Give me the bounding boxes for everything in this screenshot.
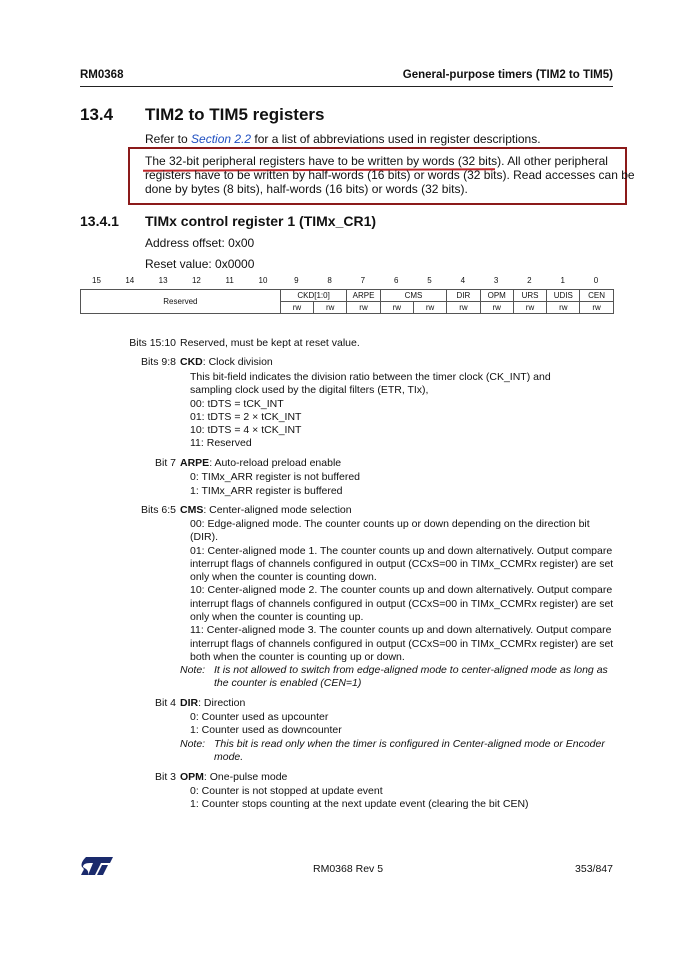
access-cell: rw [413, 302, 446, 314]
cms-note-2: the counter is enabled (CEN=1) [214, 677, 362, 689]
field-dir: DIR [447, 290, 480, 302]
opm-heading [180, 771, 287, 785]
bit-number: 10 [258, 276, 268, 285]
ckd-value-01: 01: tDTS = 2 × tCK_INT [190, 411, 302, 423]
header-doc-id: RM0368 [80, 69, 124, 81]
intro-line [145, 132, 541, 147]
field-udis: UDIS [547, 290, 580, 302]
bit-number: 5 [427, 276, 432, 285]
st-logo-icon [80, 855, 114, 877]
field-opm: OPM [480, 290, 513, 302]
bit3-label: Bit 3 [154, 771, 176, 783]
intro-para-line1 [145, 154, 608, 169]
field-urs: URS [513, 290, 546, 302]
dir-note-1: This bit is read only when the timer is configured in Center-aligned mode or Encoder [214, 738, 605, 750]
bit-number: 8 [327, 276, 332, 285]
dir-value-0: 0: Counter used as upcounter [190, 711, 329, 723]
field-arpe: ARPE [347, 290, 380, 302]
bit-number: 13 [158, 276, 168, 285]
cms-desc-4: interrupt flags of channels configured in output (CCxS=00 in TIMx_CCMRx register) are set [190, 558, 614, 570]
bit-number: 4 [460, 276, 466, 285]
reserved-cell: Reserved [81, 290, 281, 314]
bits15-10-label: Bits 15:10 [129, 337, 176, 349]
footer-page-number: 353/847 [575, 863, 613, 875]
bit-number: 11 [225, 276, 234, 285]
access-cell: rw [480, 302, 513, 314]
arpe-value-1: 1: TIMx_ARR register is buffered [190, 485, 343, 497]
cms-desc-5: only when the counter is counting down. [190, 571, 377, 583]
intro-para-line1-rest: All other peripheral [504, 154, 608, 168]
cms-desc-8: only when the counter is counting up. [190, 611, 364, 623]
access-cell: rw [380, 302, 413, 314]
dir-note-label: Note: [180, 738, 206, 750]
bit-number: 1 [560, 276, 565, 285]
section-number: 13.4 [80, 105, 114, 124]
field-cms: CMS [380, 290, 447, 302]
intro-para-highlight: The 32-bit peripheral registers have to be written by words (32 bits). [145, 154, 505, 168]
access-cell: rw [447, 302, 480, 314]
ckd-desc-2: sampling clock used by the digital filters (ETR, TIx), [190, 384, 429, 396]
intro-prefix: Refer to [145, 132, 192, 146]
field-cen: CEN [580, 290, 613, 302]
cms-desc-1: 00: Edge-aligned mode. The counter counts up or down depending on the direction bit [190, 518, 590, 530]
arpe-value-0: 0: TIMx_ARR register is not buffered [190, 471, 361, 483]
access-cell: rw [280, 302, 313, 314]
reset-value: Reset value: 0x0000 [145, 257, 255, 271]
ckd-heading [180, 356, 273, 370]
ckd-desc-1: This bit-field indicates the division ratio between the timer clock (CK_INT) and [190, 371, 551, 383]
arpe-heading [180, 457, 341, 471]
bits9-8-label: Bits 9:8 [140, 356, 176, 368]
intro-para-line2: registers have to be written by half-words (16 bits) or words (32 bits). Read accesses can be [145, 168, 635, 182]
access-cell: rw [580, 302, 613, 314]
bit7-label: Bit 7 [154, 457, 176, 469]
dir-note-2: mode. [214, 751, 244, 763]
ckd-value-10: 10: tDTS = 4 × tCK_INT [190, 424, 302, 436]
access-cell: rw [347, 302, 380, 314]
cms-heading [180, 504, 352, 518]
intro-para-line3: done by bytes (8 bits), half-words (16 bits) or words (32 bits). [145, 182, 468, 196]
section-title: TIM2 to TIM5 registers [145, 105, 325, 124]
arpe-title: : Auto-reload preload enable [209, 457, 342, 469]
dir-heading [180, 697, 245, 711]
bit-number: 2 [527, 276, 532, 285]
ckd-value-11: 11: Reserved [190, 437, 252, 449]
cms-name: CMS [180, 504, 204, 516]
address-offset: Address offset: 0x00 [145, 236, 255, 250]
cms-desc-2: (DIR). [190, 531, 218, 543]
cms-desc-11: both when the counter is counting up or down. [190, 651, 405, 663]
cms-desc-6: 10: Center-aligned mode 2. The counter counts up and down alternatively. Output compare [190, 584, 613, 596]
bits6-5-label: Bits 6:5 [140, 504, 176, 516]
subsection-number: 13.4.1 [80, 213, 119, 229]
dir-value-1: 1: Counter used as downcounter [190, 724, 342, 736]
bit-number: 9 [294, 276, 299, 285]
cms-desc-3: 01: Center-aligned mode 1. The counter counts up and down alternatively. Output compare [190, 545, 613, 557]
section-2-2-link[interactable]: Section 2.2 [191, 132, 252, 146]
header-chapter-title: General-purpose timers (TIM2 to TIM5) [402, 69, 613, 81]
subsection-title: TIMx control register 1 (TIMx_CR1) [145, 213, 377, 229]
dir-title: : Direction [198, 697, 246, 709]
register-table [80, 289, 614, 314]
ckd-name: CKD [180, 356, 203, 368]
cms-title: : Center-aligned mode selection [203, 504, 352, 516]
cms-desc-10: interrupt flags of channels configured in output (CCxS=00 in TIMx_CCMRx register) are set [190, 638, 614, 650]
arpe-name: ARPE [180, 457, 210, 469]
intro-suffix: for a list of abbreviations used in register descriptions. [251, 132, 541, 146]
opm-title: : One-pulse mode [203, 771, 288, 783]
bits15-10-text: Reserved, must be kept at reset value. [180, 337, 360, 349]
opm-name: OPM [180, 771, 204, 783]
ckd-title: : Clock division [202, 356, 273, 368]
dir-name: DIR [180, 697, 199, 709]
cms-note-label: Note: [180, 664, 206, 676]
bit-number: 0 [593, 276, 599, 285]
bit-number: 6 [393, 276, 399, 285]
bit-number: 7 [360, 276, 366, 285]
bit4-label: Bit 4 [154, 697, 176, 709]
opm-value-0: 0: Counter is not stopped at update event [190, 785, 383, 797]
access-cell: rw [547, 302, 580, 314]
field-ckd: CKD[1:0] [280, 290, 347, 302]
bit-number: 14 [125, 276, 135, 285]
cms-note-1: It is not allowed to switch from edge-aligned mode to center-aligned mode as long as [214, 664, 608, 676]
access-cell: rw [513, 302, 546, 314]
header-rule [80, 86, 613, 87]
bit-number: 15 [92, 276, 101, 285]
bit-number: 3 [493, 276, 499, 285]
footer-revision: RM0368 Rev 5 [313, 863, 384, 875]
bit-number: 12 [191, 276, 201, 285]
opm-value-1: 1: Counter stops counting at the next update event (clearing the bit CEN) [190, 798, 529, 810]
cms-desc-7: interrupt flags of channels configured in output (CCxS=00 in TIMx_CCMRx register) are set [190, 598, 614, 610]
bit-numbers [80, 276, 613, 288]
ckd-value-00: 00: tDTS = tCK_INT [190, 398, 284, 410]
access-cell: rw [314, 302, 347, 314]
cms-desc-9: 11: Center-aligned mode 3. The counter counts up and down alternatively. Output compare [190, 624, 612, 636]
